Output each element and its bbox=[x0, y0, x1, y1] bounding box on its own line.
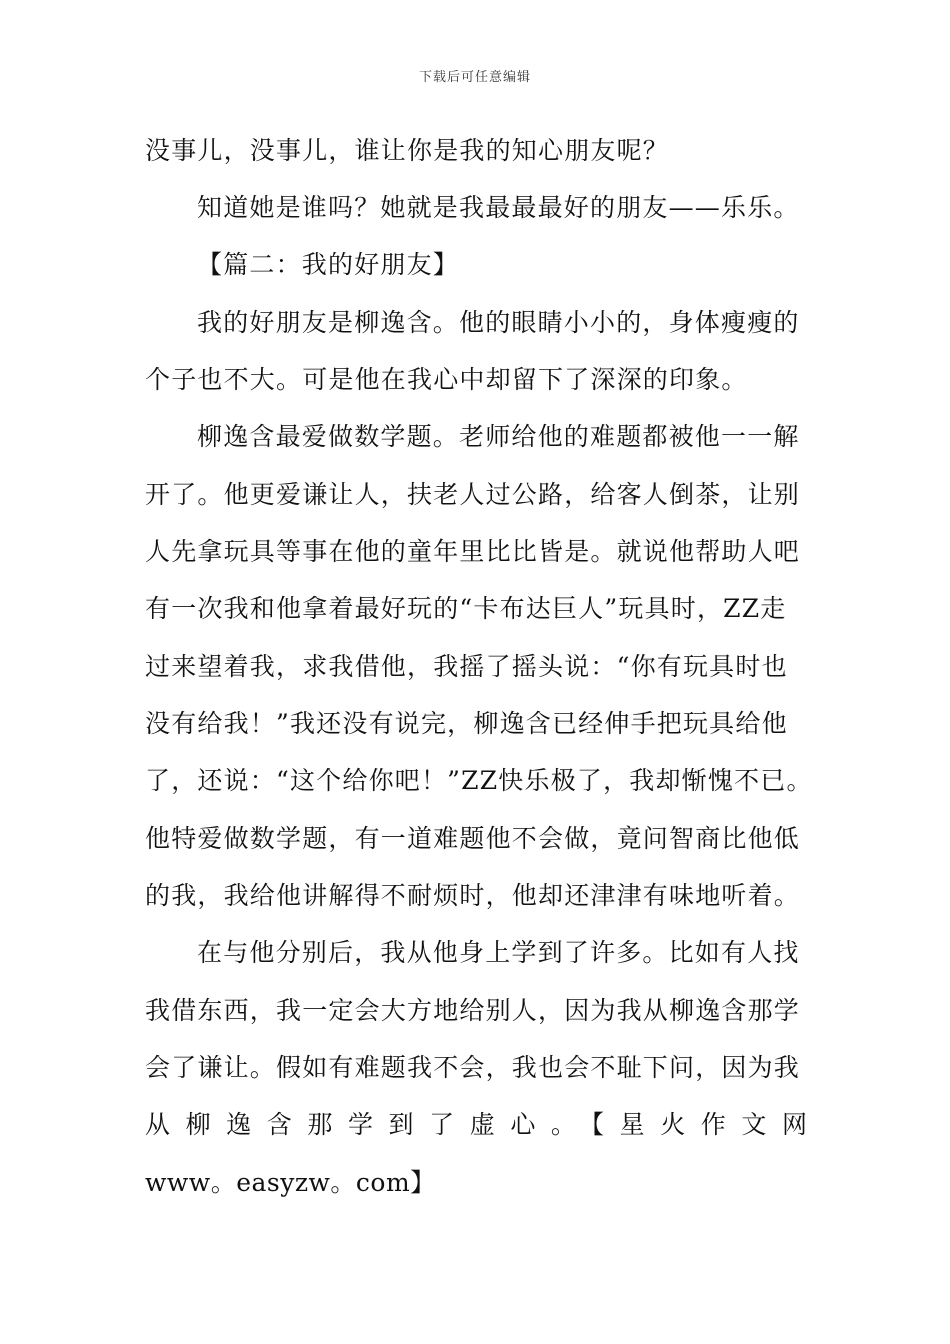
text-line: 人先拿玩具等事在他的童年里比比皆是。就说他帮助人吧 bbox=[145, 537, 801, 566]
text-line: 柳逸含最爱做数学题。老师给他的难题都被他一一解 bbox=[197, 422, 800, 451]
text-line: 的我，我给他讲解得不耐烦时，他却还津津有味地听着。 bbox=[145, 881, 801, 910]
text-line: www。easyzw。com】 bbox=[145, 1168, 436, 1197]
text-line: 个子也不大。可是他在我心中却留下了深深的印象。 bbox=[145, 365, 748, 394]
text-line: 我借东西，我一定会大方地给别人，因为我从柳逸含那学 bbox=[145, 996, 801, 1025]
section-title: 【篇二：我的好朋友】 bbox=[197, 250, 460, 279]
text-line: 他特爱做数学题，有一道难题他不会做，竟问智商比他低 bbox=[145, 824, 801, 853]
page-header: 下载后可任意编辑 bbox=[418, 70, 531, 85]
text-line: 了，还说：“这个给你吧！”ZZ快乐极了，我却惭愧不已。 bbox=[145, 766, 813, 795]
text-line: 过来望着我，求我借他，我摇了摇头说：“你有玩具时也 bbox=[145, 652, 788, 681]
text-line: 在与他分别后，我从他身上学到了许多。比如有人找 bbox=[197, 938, 800, 967]
text-line: 会了谦让。假如有难题我不会，我也会不耻下问，因为我 bbox=[145, 1053, 801, 1082]
text-line: 开了。他更爱谦让人，扶老人过公路，给客人倒茶，让别 bbox=[145, 480, 801, 509]
text-line: 有一次我和他拿着最好玩的“卡布达巨人”玩具时，ZZ走 bbox=[145, 594, 787, 623]
text-line: 从柳逸含那学到了虚心。【星火作文网 bbox=[145, 1110, 807, 1139]
text-line: 知道她是谁吗？她就是我最最最好的朋友——乐乐。 bbox=[197, 193, 800, 222]
text-line: 没事儿，没事儿，谁让你是我的知心朋友呢？ bbox=[145, 136, 670, 165]
text-line: 没有给我！”我还没有说完，柳逸含已经伸手把玩具给他 bbox=[145, 709, 788, 738]
text-line: 我的好朋友是柳逸含。他的眼睛小小的，身体瘦瘦的 bbox=[197, 308, 800, 337]
